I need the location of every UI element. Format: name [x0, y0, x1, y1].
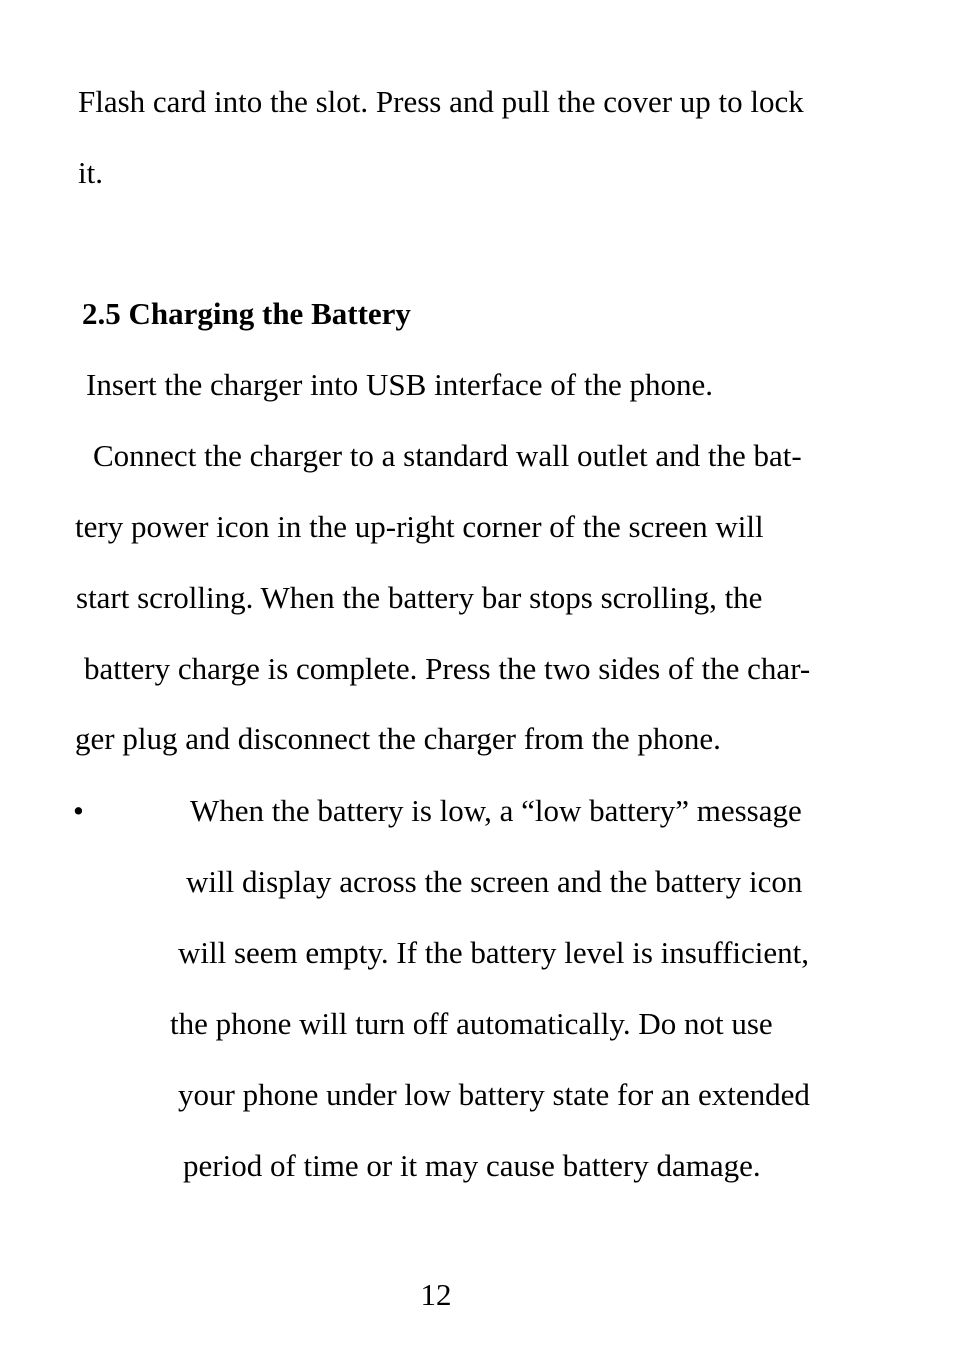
paragraph-line-4: start scrolling. When the battery bar stops scrolling, the: [76, 580, 763, 615]
page-number: 12: [420, 1277, 452, 1312]
paragraph-line-6: ger plug and disconnect the charger from the phone.: [75, 721, 721, 756]
intro-line-1: Flash card into the slot. Press and pull the cover up to lock: [78, 84, 804, 119]
bullet-line-6: period of time or it may cause battery damage.: [183, 1148, 761, 1183]
bullet-icon: •: [73, 793, 84, 828]
paragraph-line-1: Insert the charger into USB interface of the phone.: [86, 367, 713, 402]
bullet-line-2: will display across the screen and the battery icon: [186, 864, 803, 899]
paragraph-line-5: battery charge is complete. Press the two sides of the char-: [84, 651, 811, 686]
bullet-line-1: When the battery is low, a “low battery” message: [190, 793, 802, 828]
section-heading: 2.5 Charging the Battery: [82, 296, 411, 331]
paragraph-line-3: tery power icon in the up-right corner of the screen will: [75, 509, 764, 544]
bullet-line-5: your phone under low battery state for an extended: [178, 1077, 810, 1112]
paragraph-line-2: Connect the charger to a standard wall outlet and the bat-: [93, 438, 802, 473]
intro-line-2: it.: [78, 155, 103, 190]
bullet-line-4: the phone will turn off automatically. Do not use: [170, 1006, 773, 1041]
bullet-line-3: will seem empty. If the battery level is insufficient,: [178, 935, 810, 970]
